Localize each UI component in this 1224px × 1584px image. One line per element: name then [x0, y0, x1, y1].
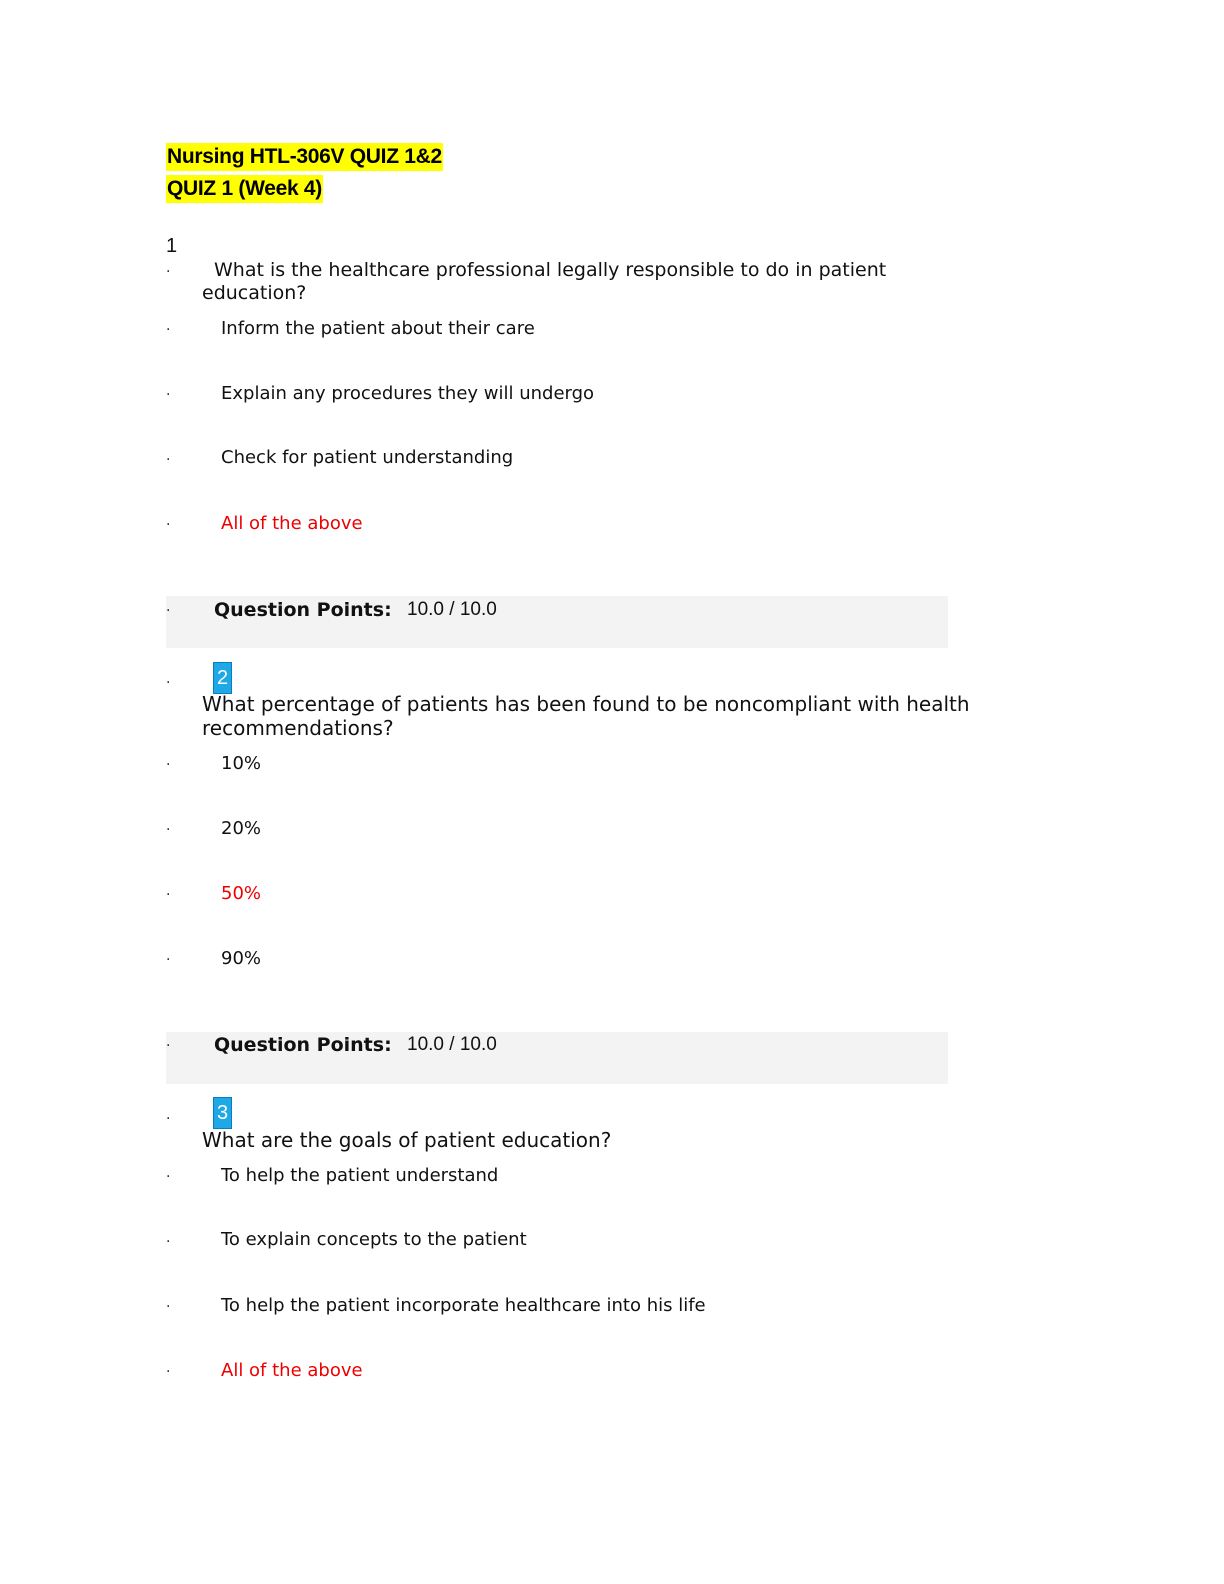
- question-number: 1: [166, 235, 178, 257]
- question-number-badge: 3: [213, 1097, 232, 1129]
- answer-option-correct[interactable]: All of the above: [221, 1360, 363, 1381]
- question-number-badge: 2: [213, 662, 232, 694]
- bullet-icon: ·: [166, 822, 171, 838]
- bullet-icon: ·: [166, 675, 171, 691]
- answer-option-correct[interactable]: 50%: [221, 883, 262, 904]
- question-points-label: Question Points:: [214, 599, 392, 621]
- bullet-icon: ·: [166, 1234, 171, 1250]
- bullet-icon: ·: [166, 1299, 171, 1315]
- answer-option[interactable]: To help the patient understand: [221, 1165, 499, 1186]
- bullet-icon: ·: [166, 1038, 171, 1054]
- answer-option[interactable]: Check for patient understanding: [221, 447, 514, 468]
- question-text: What percentage of patients has been found to be noncompliant with health: [202, 692, 970, 716]
- question-points-label: Question Points:: [214, 1034, 392, 1056]
- answer-option[interactable]: To help the patient incorporate healthcare into his life: [221, 1295, 706, 1316]
- answer-option[interactable]: 20%: [221, 818, 262, 839]
- answer-option[interactable]: To explain concepts to the patient: [221, 1229, 527, 1250]
- answer-option[interactable]: Explain any procedures they will undergo: [221, 383, 595, 404]
- bullet-icon: ·: [166, 603, 171, 619]
- quiz-subtitle: QUIZ 1 (Week 4): [166, 175, 323, 203]
- answer-option[interactable]: 90%: [221, 948, 262, 969]
- question-text-continued: recommendations?: [202, 716, 394, 740]
- bullet-icon: ·: [166, 264, 171, 280]
- question-text: What is the healthcare professional legally responsible to do in patient: [214, 259, 887, 281]
- bullet-icon: ·: [166, 517, 171, 533]
- answer-option[interactable]: 10%: [221, 753, 262, 774]
- bullet-icon: ·: [166, 887, 171, 903]
- question-points-value: 10.0 / 10.0: [407, 599, 497, 620]
- bullet-icon: ·: [166, 322, 171, 338]
- question-points-value: 10.0 / 10.0: [407, 1034, 497, 1055]
- bullet-icon: ·: [166, 1111, 171, 1127]
- bullet-icon: ·: [166, 452, 171, 468]
- question-text: What are the goals of patient education?: [202, 1128, 612, 1152]
- bullet-icon: ·: [166, 757, 171, 773]
- answer-option[interactable]: Inform the patient about their care: [221, 318, 535, 339]
- document-title: Nursing HTL-306V QUIZ 1&2: [166, 143, 443, 171]
- bullet-icon: ·: [166, 1364, 171, 1380]
- bullet-icon: ·: [166, 1169, 171, 1185]
- question-text-continued: education?: [202, 282, 307, 304]
- bullet-icon: ·: [166, 952, 171, 968]
- bullet-icon: ·: [166, 387, 171, 403]
- answer-option-correct[interactable]: All of the above: [221, 513, 363, 534]
